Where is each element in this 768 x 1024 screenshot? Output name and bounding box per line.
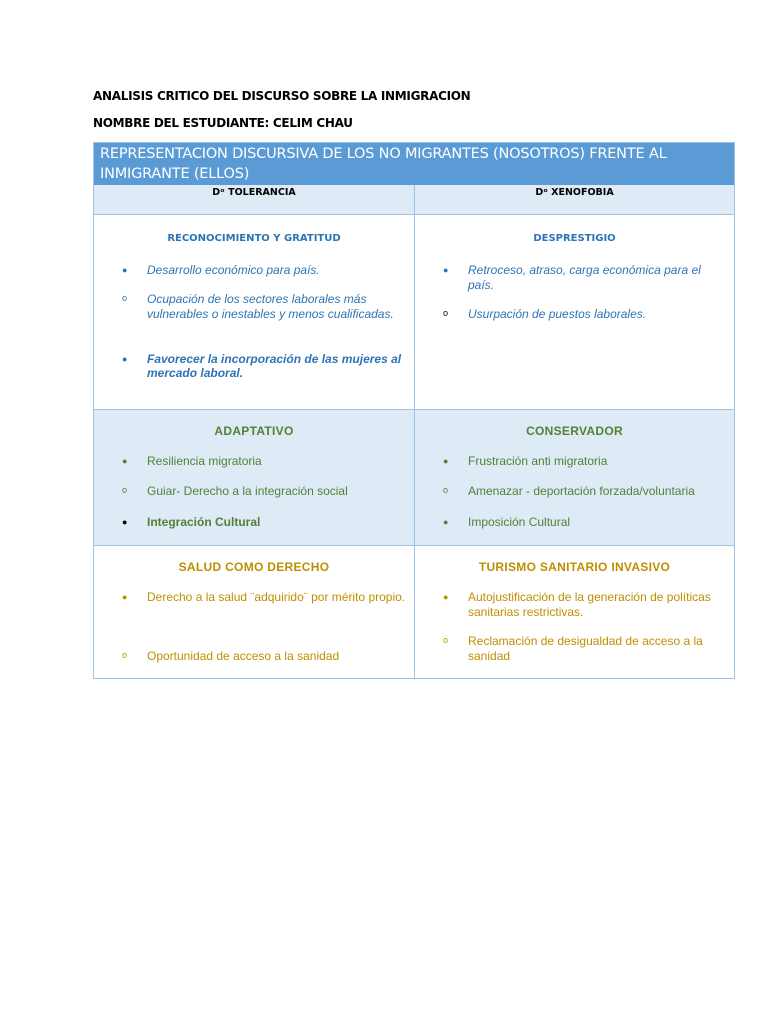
bullet-icon: ● <box>122 517 128 527</box>
list-item-text: Derecho a la salud ¨adquirido¨ por mérito propio. <box>147 590 406 604</box>
bullet-icon: ● <box>443 265 449 275</box>
list-item-text: Autojustificación de la generación de políticas sanitarias restrictivas. <box>468 590 711 619</box>
list-item-text: Frustración anti migratoria <box>468 454 608 468</box>
cell-title: ADAPTATIVO <box>214 424 294 438</box>
bullet-icon: ● <box>122 592 128 602</box>
list-item-text: Reclamación de desigualdad de acceso a la sanidad <box>468 634 703 663</box>
column-header-tolerance <box>94 185 414 215</box>
cell-conservador <box>415 410 734 545</box>
bullet-icon: o <box>122 650 128 660</box>
bullet-icon: o <box>443 485 449 495</box>
cell-title: TURISMO SANITARIO INVASIVO <box>478 560 671 574</box>
cell-title: RECONOCIMIENTO Y GRATITUD <box>167 233 341 244</box>
bullet-icon: ● <box>443 456 449 466</box>
bullet-icon: ● <box>122 456 128 466</box>
student-name: NOMBRE DEL ESTUDIANTE: CELIM CHAU <box>93 116 353 130</box>
row-divider <box>94 409 734 410</box>
cell-title: CONSERVADOR <box>526 424 623 438</box>
document-title: ANALISIS CRITICO DEL DISCURSO SOBRE LA INMIGRACION <box>93 89 471 103</box>
list-item-text: Retroceso, atraso, carga económica para el país. <box>468 263 701 292</box>
list-item-text: Oportunidad de acceso a la sanidad <box>147 649 340 663</box>
table-banner: REPRESENTACION DISCURSIVA DE LOS NO MIGRANTES (NOSOTROS) FRENTE AL INMIGRANTE (ELLOS) <box>94 143 734 185</box>
cell-title: DESPRESTIGIO <box>533 233 616 244</box>
cell-turismo-sanitario <box>415 546 734 679</box>
column-header-tolerance-label: Dᵒ TOLERANCIA <box>212 187 296 198</box>
column-header-xenophobia-label: Dᵒ XENOFOBIA <box>535 187 614 198</box>
row-divider <box>94 214 734 215</box>
list-item-text: Favorecer la incorporación de las mujeres al mercado laboral. <box>147 352 402 380</box>
list-item-text: Usurpación de puestos laborales. <box>468 307 647 321</box>
column-header-xenophobia <box>415 185 734 215</box>
cell-title: SALUD COMO DERECHO <box>178 560 330 574</box>
list-item-text: Desarrollo económico para país. <box>147 263 320 277</box>
bullet-icon: o <box>443 635 449 645</box>
column-divider <box>414 185 415 679</box>
cell-adaptativo <box>94 410 414 545</box>
bullet-icon: ● <box>443 517 449 527</box>
list-item-text: Integración Cultural <box>147 515 261 529</box>
bullet-icon: ● <box>443 592 449 602</box>
discourse-table <box>93 142 735 679</box>
bullet-icon: ● <box>122 354 128 364</box>
bullet-icon: ● <box>122 265 128 275</box>
cell-desprestigio <box>415 215 734 409</box>
list-item-text: Amenazar - deportación forzada/voluntaria <box>468 484 695 498</box>
bullet-icon: o <box>443 308 449 318</box>
list-item-text: Guiar- Derecho a la integración social <box>147 484 348 498</box>
cell-salud-derecho <box>94 546 414 679</box>
bullet-icon: o <box>122 293 128 303</box>
row-divider <box>94 545 734 546</box>
list-item-text: Imposición Cultural <box>468 515 571 529</box>
cell-reconocimiento <box>94 215 414 409</box>
bullet-icon: o <box>122 485 128 495</box>
list-item-text: Resiliencia migratoria <box>147 454 262 468</box>
list-item-text: Ocupación de los sectores laborales más vulnerables o inestables y menos cualificadas. <box>147 292 394 321</box>
